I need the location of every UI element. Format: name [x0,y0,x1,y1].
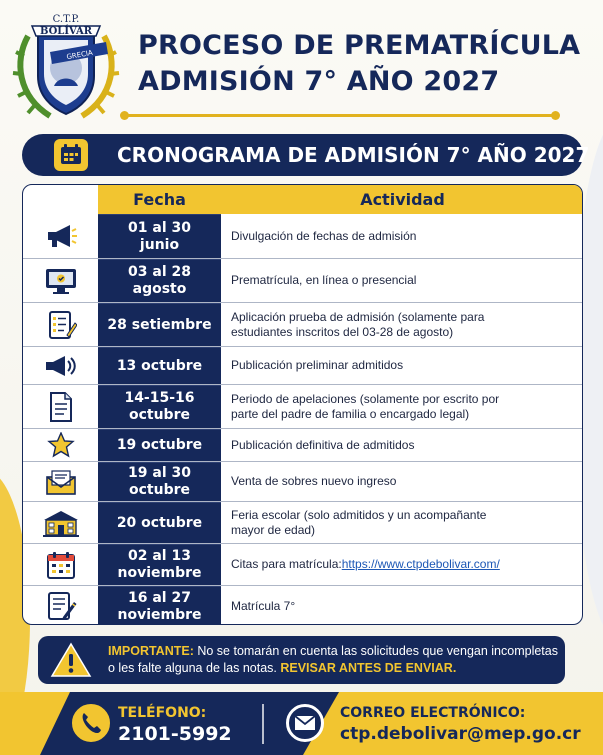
page-title [138,28,588,100]
email-label: CORREO ELECTRÓNICO: [340,705,526,721]
row-activity: Venta de sobres nuevo ingreso [231,474,397,488]
row-activity: Prematrícula, en línea o presencial [231,273,417,287]
table-row [23,258,583,302]
title-line-1: PROCESO DE PREMATRÍCULA [138,30,581,61]
table-row [23,461,583,501]
school-logo [10,6,122,122]
row-date: 13 octubre [98,347,221,384]
row-date: 19 al 30 octubre [98,462,221,501]
column-header-actividad: Actividad [221,185,583,214]
table-row [23,346,583,384]
envelope-icon [23,462,98,501]
computer-icon [23,259,98,302]
row-activity: Publicación definitiva de admitidos [231,437,415,452]
row-activity: Periodo de apelaciones (solamente por escrito por parte del padre de familia o encargado legal) [231,391,500,421]
row-date: 14-15-16 octubre [98,385,221,428]
row-date: 02 al 13 noviembre [98,544,221,585]
checklist-icon [23,303,98,346]
row-activity: Citas para matrícula: [231,557,342,571]
table-row [23,543,583,585]
schedule-table [22,184,583,625]
row-activity: Aplicación prueba de admisión (solamente para estudiantes inscritos del 03-28 de agosto) [231,309,485,339]
school-icon [23,502,98,543]
form-pen-icon [23,586,98,625]
title-line-2: ADMISIÓN 7° AÑO 2027 [138,66,500,97]
phone-number[interactable]: 2101-5992 [118,723,232,745]
calendar-grid-icon [23,544,98,585]
warning-icon [50,642,92,678]
important-label: IMPORTANTE: [108,644,194,658]
table-row [23,501,583,543]
row-activity: Feria escolar (solo admitidos y un acompañante mayor de edad) [231,507,487,537]
row-date: 03 al 28 agosto [98,259,221,302]
title-underline [124,114,556,117]
row-date: 28 setiembre [98,303,221,346]
logo-text-top: C.T.P. [52,14,80,25]
enrollment-website-link[interactable]: https://www.ctpdebolivar.com/ [341,557,500,571]
row-date: 16 al 27 noviembre [98,586,221,625]
banner-title: CRONOGRAMA DE ADMISIÓN 7° AÑO 2027 [117,143,590,167]
row-activity: Publicación preliminar admitidos [231,358,404,372]
logo-text-city: GRECIA [65,48,94,62]
row-activity: Matrícula 7° [231,598,296,613]
schedule-banner [22,134,590,176]
logo-text-name: BOLÍVAR [39,26,93,37]
important-notice [38,636,565,684]
phone-icon [72,704,110,742]
important-text [108,643,558,677]
contact-footer [0,692,603,755]
row-date: 19 octubre [98,429,221,461]
row-activity: Divulgación de fechas de admisión [231,228,417,243]
table-row [23,384,583,428]
loudspeaker-icon [23,347,98,384]
table-row [23,302,583,346]
important-message: No se tomarán en cuenta las solicitudes que vengan incompletas o les falte alguna de las notas. [108,644,558,675]
important-emphasis: REVISAR ANTES DE ENVIAR. [280,661,457,675]
table-header [23,185,583,214]
table-row [23,585,583,625]
email-address[interactable]: ctp.debolivar@mep.go.cr [340,724,581,744]
mail-icon [286,704,324,742]
row-date: 01 al 30 junio [98,214,221,258]
footer-divider [262,704,264,744]
megaphone-icon [23,214,98,258]
row-date: 20 octubre [98,502,221,543]
phone-label: TELÉFONO: [118,705,207,721]
document-icon [23,385,98,428]
table-row [23,428,583,461]
table-row [23,214,583,258]
star-icon [23,429,98,461]
column-header-fecha: Fecha [98,185,221,214]
calendar-icon [54,139,88,171]
